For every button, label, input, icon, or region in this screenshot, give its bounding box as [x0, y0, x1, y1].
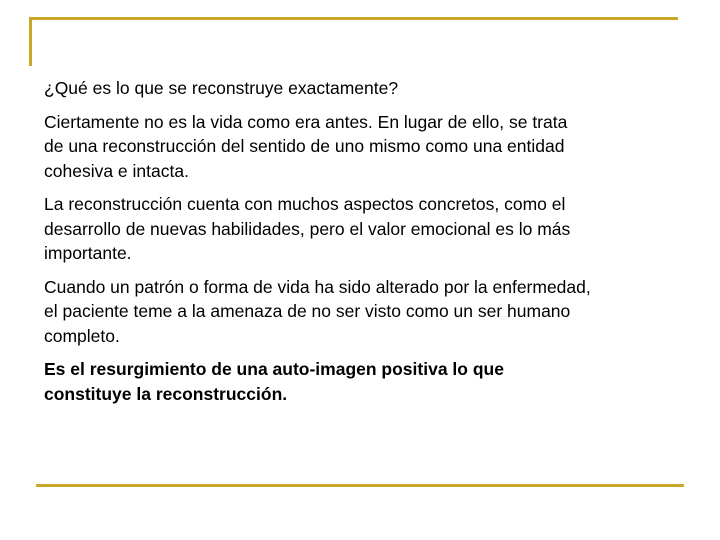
question-paragraph: ¿Qué es lo que se reconstruye exactamente?: [44, 78, 399, 98]
slide-body: [44, 76, 684, 415]
concrete-aspects-paragraph: La reconstrucción cuenta con muchos aspectos concretos, como el desarrollo de nuevas habilidades, pero el valor emocional es lo más importante.: [44, 194, 571, 263]
bottom-horizontal-rule: [36, 484, 684, 487]
top-vertical-rule: [29, 17, 32, 66]
reconstruction-meaning-paragraph: Ciertamente no es la vida como era antes. En lugar de ello, se trata de una reconstrucción del sentido de uno mismo como una entidad cohesiva e intacta.: [44, 111, 568, 181]
patient-fear-paragraph: Cuando un patrón o forma de vida ha sido alterado por la enfermedad, el paciente teme a la amenaza de no ser visto como un ser humano completo.: [44, 276, 591, 346]
conclusion-paragraph: Es el resurgimiento de una auto-imagen positiva lo que constituye la reconstrucción.: [44, 359, 504, 404]
top-horizontal-rule: [29, 17, 678, 20]
